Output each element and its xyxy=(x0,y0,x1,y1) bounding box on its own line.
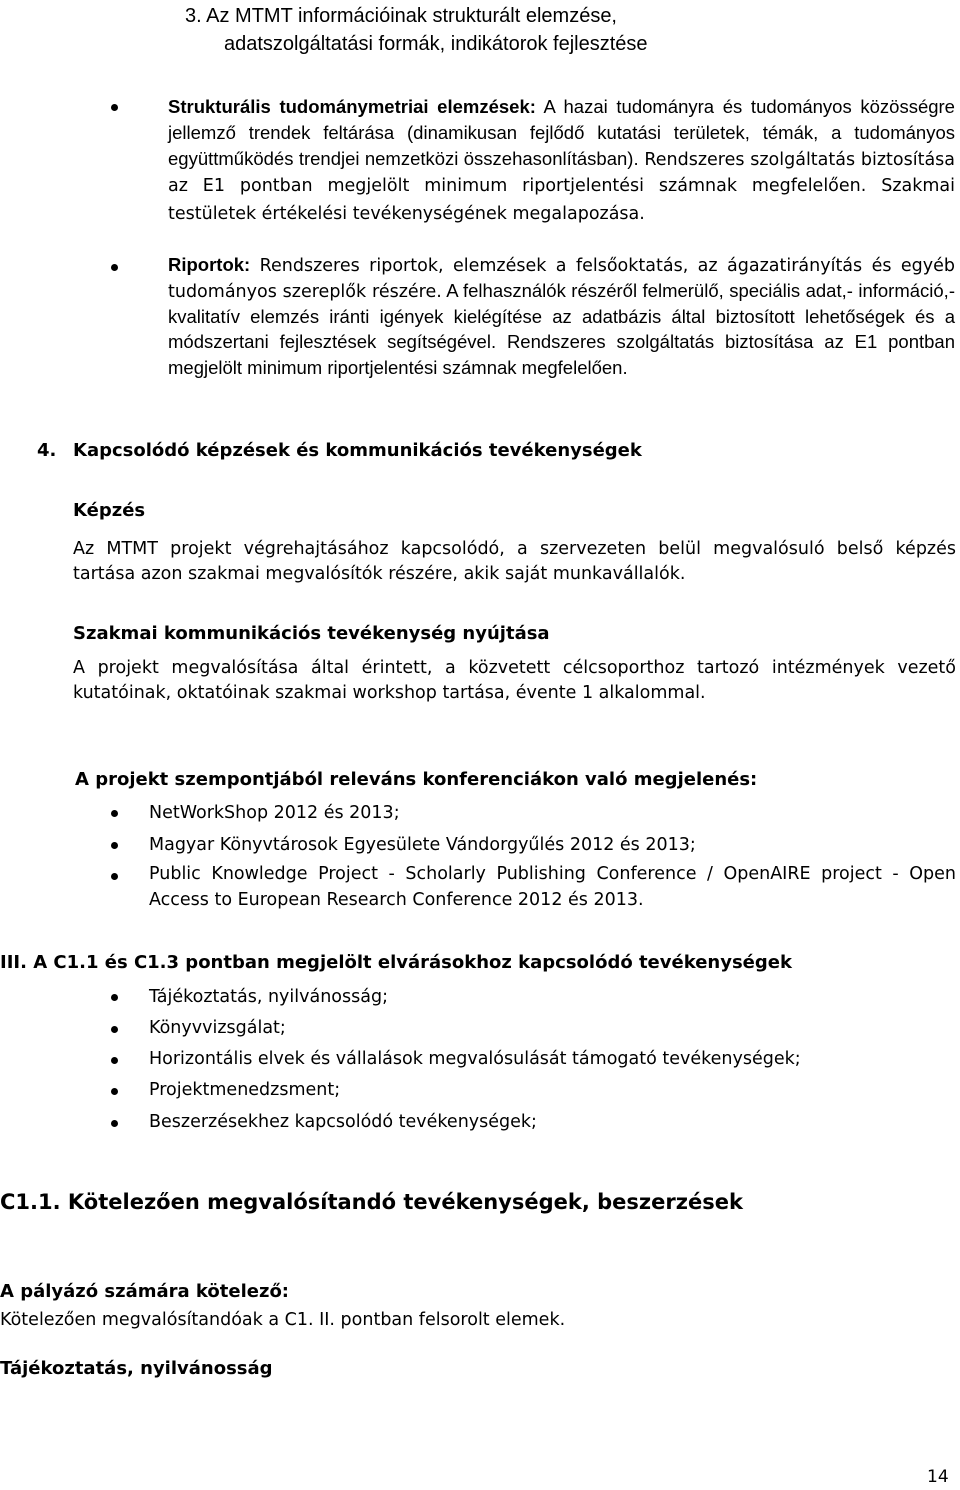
bullet-dot xyxy=(111,264,118,271)
conference-item: NetWorkShop 2012 és 2013; xyxy=(149,803,400,823)
communication-heading: Szakmai kommunikációs tevékenység nyújtása xyxy=(73,623,550,644)
section-III-title: III. A C1.1 és C1.3 pontban megjelölt elvárásokhoz kapcsolódó tevékenységek xyxy=(0,952,792,973)
activity-item: Könyvvizsgálat; xyxy=(149,1018,286,1038)
training-heading: Képzés xyxy=(73,500,146,521)
page-number: 14 xyxy=(927,1467,949,1487)
bullet-reports xyxy=(168,253,955,382)
bullet-dot xyxy=(111,1026,118,1033)
section-4-number: 4. xyxy=(37,440,57,461)
section-3-title-line2: adatszolgáltatási formák, indikátorok fejlesztése xyxy=(224,33,648,55)
bullet-dot xyxy=(111,873,118,880)
bullet-dot xyxy=(111,1057,118,1064)
section-4-title: Kapcsolódó képzések és kommunikációs tevékenységek xyxy=(73,440,642,461)
bullet-dot xyxy=(111,1120,118,1127)
activity-item: Tájékoztatás, nyilvánosság; xyxy=(149,987,388,1007)
bullet-structural-text-b: Rendszeres szolgáltatás biztosítása az E1 pontban megjelölt minimum riportjelentési számnak megfelelően. xyxy=(168,149,956,197)
communication-text: A projekt megvalósítása által érintett, a közvetett célcsoporthoz tartozó intézmények vezető kutatóinak, oktatóinak szakmai workshop tartása, évente 1 alkalommal. xyxy=(73,658,956,703)
bullet-dot xyxy=(111,994,118,1001)
applicant-heading: A pályázó számára kötelező: xyxy=(0,1281,290,1302)
bullet-dot xyxy=(111,810,118,817)
activity-item: Horizontális elvek és vállalások megvalósulását támogató tevékenységek; xyxy=(149,1049,801,1069)
conference-item: Public Knowledge Project - Scholarly Publishing Conference / OpenAIRE project - Open Access to European Research Conference 2012 és 2013. xyxy=(149,864,956,910)
bullet-dot xyxy=(111,1088,118,1095)
section-3-title-line1: 3. Az MTMT információinak strukturált elemzése, xyxy=(185,5,617,27)
information-heading: Tájékoztatás, nyilvánosság xyxy=(0,1358,273,1379)
bullet-reports-text-a: Rendszeres riportok, elemzések a felsőoktatás, az ágazatirányítás és egyéb tudományos szereplők részére. xyxy=(168,256,955,302)
section-c11-title: C1.1. Kötelezően megvalósítandó tevékenységek, beszerzések xyxy=(0,1190,743,1214)
activity-item: Beszerzésekhez kapcsolódó tevékenységek; xyxy=(149,1112,537,1132)
bullet-structural-text-c: Szakmai testületek értékelési tevékenységének megalapozása. xyxy=(168,176,955,225)
activity-item: Projektmenedzsment; xyxy=(149,1080,341,1100)
bullet-structural-analysis xyxy=(168,94,955,228)
bullet-structural-bold: Strukturális tudománymetriai elemzések: xyxy=(168,96,536,117)
training-text: Az MTMT projekt végrehajtásához kapcsolódó, a szervezeten belül megvalósuló belső képzés tartása azon szakmai megvalósítók részére, akik saját munkavállalók. xyxy=(73,539,956,584)
bullet-structural-text-a: A hazai tudományra és tudományos közösségre jellemző trendek feltárása (dinamikusan fejlődő kutatási területek, témák, a tudományos együttműködés trendjei nemzetközi összehasonlításban). xyxy=(168,96,955,169)
bullet-reports-text-c: Rendszeres szolgáltatás biztosítása az E1 pontban megjelölt minimum riportjelentési számnak megfelelően. xyxy=(168,331,955,379)
conferences-heading: A projekt szempontjából releváns konferenciákon való megjelenés: xyxy=(75,769,758,790)
conference-item: Magyar Könyvtárosok Egyesülete Vándorgyűlés 2012 és 2013; xyxy=(149,835,696,855)
bullet-dot xyxy=(111,104,118,111)
bullet-dot xyxy=(111,842,118,849)
applicant-text: Kötelezően megvalósítandóak a C1. II. pontban felsorolt elemek. xyxy=(0,1310,566,1330)
bullet-reports-text-b: A felhasználók részéről felmerülő, speciális adat,- információ,- kvalitatív elemzés iránti igények kielégítése az adatbázis által biztosított lehetőségek és a módszertani fejlesztések segítségével. xyxy=(168,279,955,353)
bullet-reports-bold: Riportok: xyxy=(168,254,251,275)
